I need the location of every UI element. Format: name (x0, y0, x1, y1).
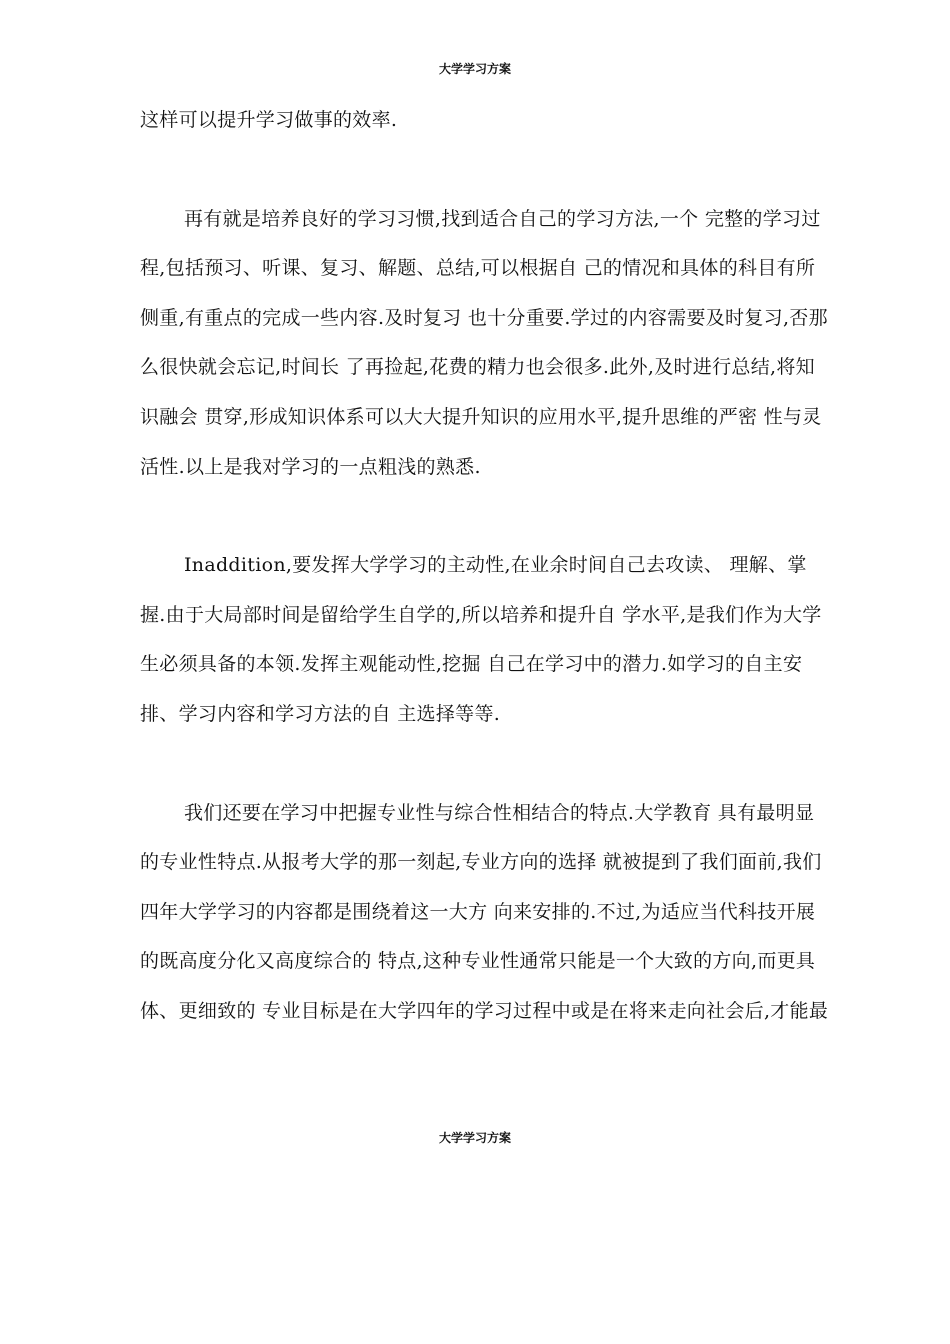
paragraph-initiative: Inaddition,要发挥大学学习的主动性,在业余时间自己去攻读、 理解、掌握.由于大局部时间是留给学生自学的,所以培养和提升自 学水平,是我们作为大学生必须具备的本领.发挥主观能动性,挖掘 自己在学习中的潜力.如学习的自主安排、学习内容和学习方法的自 主选择等等. (140, 554, 822, 725)
paragraph-specialization: 我们还要在学习中把握专业性与综合性相结合的特点.大学教育 具有最明显的专业性特点.从报考大学的那一刻起,专业方向的选择 就被提到了我们面前,我们四年大学学习的内容都是围绕着这一大方 向来安排的.不过,为适应当代科技开展的既高度分化又高度综合的 特点,这种专业性通常只能是一个大致的方向,而更具体、更细致的 专业目标是在大学四年的学习过程中或是在将来走向社会后,才能最 (140, 801, 829, 1022)
page-header: 大学学习方案 (438, 62, 511, 76)
page-footer: 大学学习方案 (438, 1131, 511, 1145)
paragraph-continuation: 这样可以提升学习做事的效率. (140, 109, 398, 131)
paragraph-study-habits: 再有就是培养良好的学习习惯,找到适合自己的学习方法,一个 完整的学习过程,包括预习、听课、复习、解题、总结,可以根据自 己的情况和具体的科目有所侧重,有重点的完成一些内容.及时复习 也十分重要.学过的内容需要及时复习,否那么很快就会忘记,时间长 了再捡起,花费的精力也会很多.此外,及时进行总结,将知识融会 贯穿,形成知识体系可以大大提升知识的应用水平,提升思维的严密 性与灵活性.以上是我对学习的一点粗浅的熟悉. (140, 207, 828, 478)
document-body (140, 96, 830, 1037)
